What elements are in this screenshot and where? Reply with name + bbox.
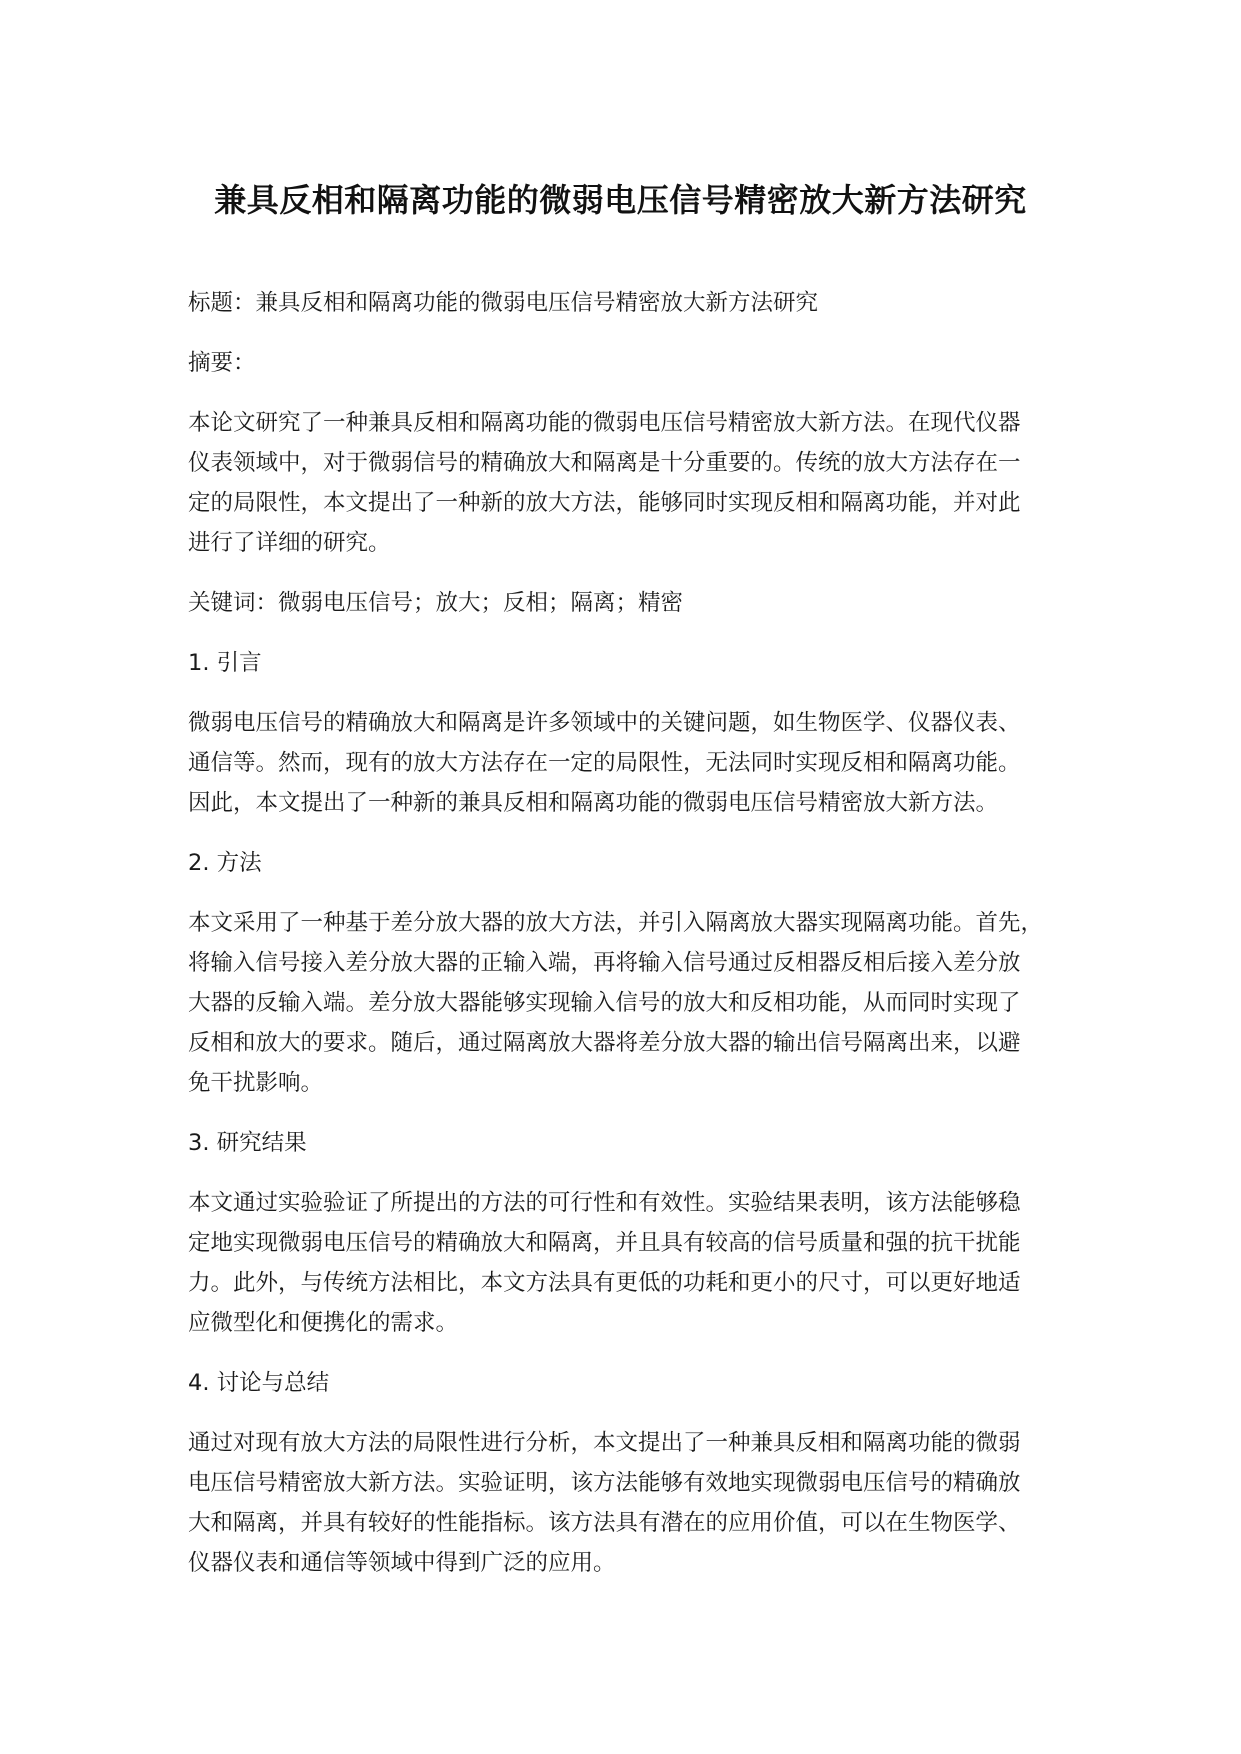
abstract-paragraph <box>188 403 1058 563</box>
section-heading-introduction: 1. 引言 <box>188 650 262 676</box>
abstract-line: 本论文研究了一种兼具反相和隔离功能的微弱电压信号精密放大新方法。在现代仪器 <box>188 410 1021 436</box>
abstract-line: 仪表领域中，对于微弱信号的精确放大和隔离是十分重要的。传统的放大方法存在一 <box>188 450 1021 476</box>
keywords-line: 关键词：微弱电压信号；放大；反相；隔离；精密 <box>188 590 684 616</box>
abstract-line: 进行了详细的研究。 <box>188 530 391 556</box>
paragraph-line: 应微型化和便携化的需求。 <box>188 1310 459 1336</box>
page-title: 兼具反相和隔离功能的微弱电压信号精密放大新方法研究 <box>214 181 1027 219</box>
paragraph-line: 反相和放大的要求。随后，通过隔离放大器将差分放大器的输出信号隔离出来，以避 <box>188 1030 1021 1056</box>
paragraph-line: 大器的反输入端。差分放大器能够实现输入信号的放大和反相功能，从而同时实现了 <box>188 990 1021 1016</box>
paragraph-line: 因此，本文提出了一种新的兼具反相和隔离功能的微弱电压信号精密放大新方法。 <box>188 790 999 816</box>
section-heading-results: 3. 研究结果 <box>188 1130 307 1156</box>
paragraph-line: 本文采用了一种基于差分放大器的放大方法，并引入隔离放大器实现隔离功能。首先， <box>188 910 1044 936</box>
section-paragraph-method <box>188 903 1058 1103</box>
paragraph-line: 定地实现微弱电压信号的精确放大和隔离，并且具有较高的信号质量和强的抗干扰能 <box>188 1230 1021 1256</box>
document-body <box>188 283 1058 1603</box>
section-heading-method: 2. 方法 <box>188 850 262 876</box>
paragraph-line: 仪器仪表和通信等领域中得到广泛的应用。 <box>188 1550 616 1576</box>
paragraph-line: 力。此外，与传统方法相比，本文方法具有更低的功耗和更小的尺寸，可以更好地适 <box>188 1270 1021 1296</box>
paragraph-line: 通过对现有放大方法的局限性进行分析，本文提出了一种兼具反相和隔离功能的微弱 <box>188 1430 1021 1456</box>
paragraph-line: 将输入信号接入差分放大器的正输入端，再将输入信号通过反相器反相后接入差分放 <box>188 950 1021 976</box>
section-heading-conclusion: 4. 讨论与总结 <box>188 1370 330 1396</box>
abstract-label: 摘要： <box>188 350 256 376</box>
paragraph-line: 微弱电压信号的精确放大和隔离是许多领域中的关键问题，如生物医学、仪器仪表、 <box>188 710 1021 736</box>
paragraph-line: 电压信号精密放大新方法。实验证明，该方法能够有效地实现微弱电压信号的精确放 <box>188 1470 1021 1496</box>
section-paragraph-results <box>188 1183 1058 1343</box>
paragraph-line: 本文通过实验验证了所提出的方法的可行性和有效性。实验结果表明，该方法能够稳 <box>188 1190 1021 1216</box>
title-line: 标题：兼具反相和隔离功能的微弱电压信号精密放大新方法研究 <box>188 290 819 316</box>
section-paragraph-introduction <box>188 703 1058 823</box>
paragraph-line: 通信等。然而，现有的放大方法存在一定的局限性，无法同时实现反相和隔离功能。 <box>188 750 1021 776</box>
paragraph-line: 免干扰影响。 <box>188 1070 324 1096</box>
section-paragraph-conclusion <box>188 1423 1058 1583</box>
abstract-line: 定的局限性，本文提出了一种新的放大方法，能够同时实现反相和隔离功能，并对此 <box>188 490 1021 516</box>
paragraph-line: 大和隔离，并具有较好的性能指标。该方法具有潜在的应用价值，可以在生物医学、 <box>188 1510 1021 1536</box>
